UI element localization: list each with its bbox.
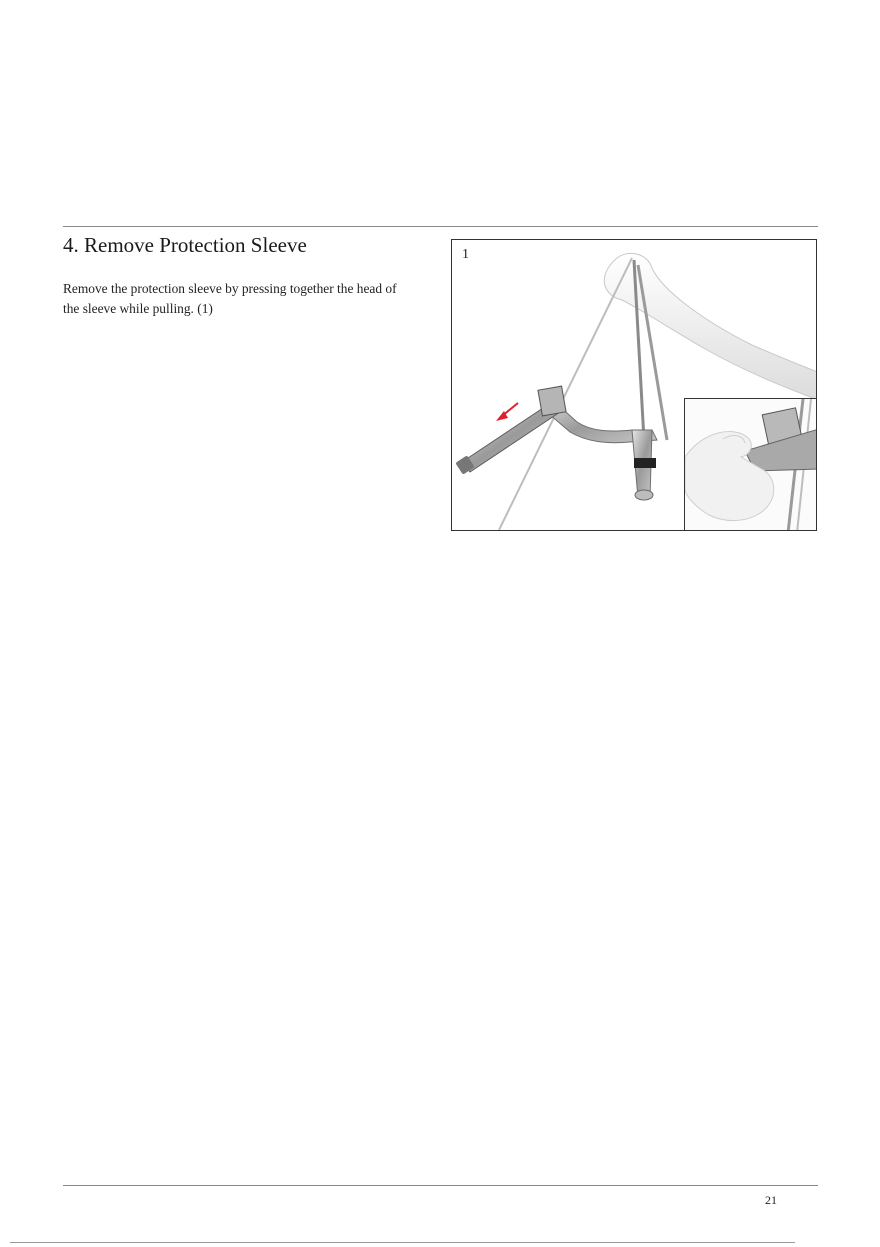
page-number: 21 bbox=[765, 1193, 777, 1207]
figure-number: 1 bbox=[462, 247, 469, 262]
section-body-text: Remove the protection sleeve by pressing together the head of the sleeve while pulling. (1) bbox=[63, 281, 397, 316]
hand-detail-illustration bbox=[685, 399, 817, 531]
footer-line bbox=[10, 1242, 795, 1243]
top-divider bbox=[63, 226, 818, 227]
section-title: 4. Remove Protection Sleeve bbox=[63, 233, 307, 257]
detail-inset bbox=[684, 398, 817, 531]
figure-1 bbox=[451, 239, 817, 531]
gloved-hand bbox=[685, 432, 774, 521]
bottom-divider bbox=[63, 1185, 818, 1186]
guide-wire bbox=[499, 258, 632, 530]
